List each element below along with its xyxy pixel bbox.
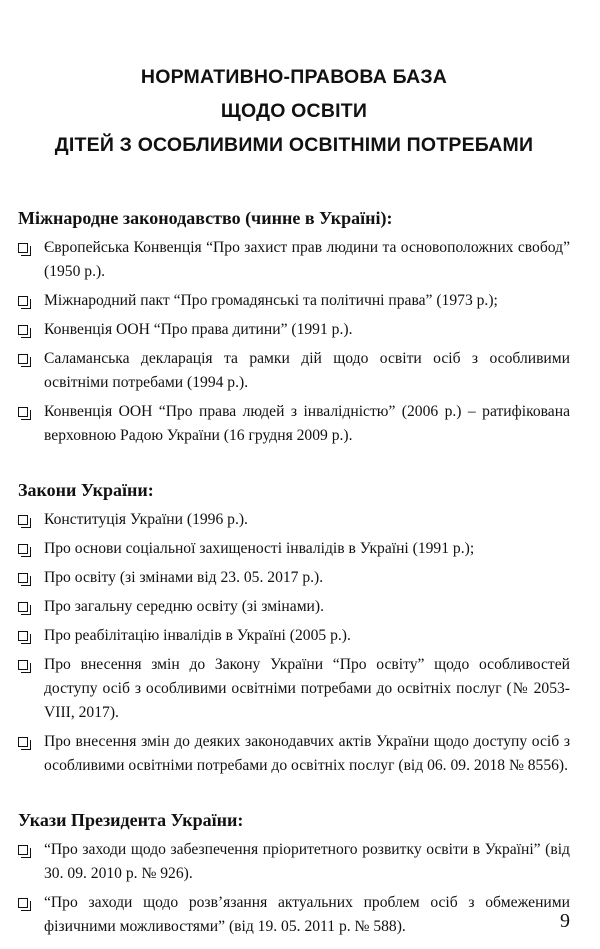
checkbox-bullet-icon [18, 515, 28, 525]
list-item [18, 566, 570, 590]
checkbox-bullet-icon [18, 573, 28, 583]
item-text: Європейська Конвенція “Про захист прав людини та основоположних свобод” (1950 р.). [44, 239, 570, 280]
list-item [18, 347, 570, 395]
item-text: “Про заходи щодо забезпечення пріоритетного розвитку освіти в Україні” (від 30. 09. 2010 р. № 926). [44, 841, 570, 882]
checkbox-bullet-icon [18, 544, 28, 554]
page-number: 9 [560, 910, 570, 932]
item-text: Про внесення змін до деяких законодавчих актів України щодо доступу осіб з особливими освітніми потребами до освітніх послуг (від 06. 09. 2018 № 8556). [44, 733, 570, 774]
item-text: Про реабілітацію інвалідів в Україні (2005 р.). [44, 627, 351, 644]
checkbox-bullet-icon [18, 354, 28, 364]
checkbox-bullet-icon [18, 325, 28, 335]
list-item [18, 624, 570, 648]
checkbox-bullet-icon [18, 243, 28, 253]
list-item [18, 318, 570, 342]
list-item [18, 537, 570, 561]
item-list [18, 508, 570, 778]
section-laws-of-ukraine [18, 478, 570, 778]
item-text: “Про заходи щодо розв’язання актуальних проблем осіб з обмеженими фізичними можливостями” (від 19. 05. 2011 р. № 588). [44, 894, 570, 935]
checkbox-bullet-icon [18, 631, 28, 641]
item-text: Конституція України (1996 р.). [44, 511, 248, 528]
list-item [18, 838, 570, 886]
page-title [18, 60, 570, 162]
section-heading: Міжнародне законодавство (чинне в Україні): [18, 208, 393, 228]
item-list [18, 838, 570, 939]
item-text: Про основи соціальної захищеності інвалідів в Україні (1991 р.); [44, 540, 475, 557]
checkbox-bullet-icon [18, 737, 28, 747]
list-item [18, 236, 570, 284]
list-item [18, 891, 570, 939]
item-list [18, 236, 570, 448]
item-text: Міжнародний пакт “Про громадянські та політичні права” (1973 р.); [44, 292, 498, 309]
item-text: Саламанська декларація та рамки дій щодо освіти осіб з особливими освітніми потребами (1994 р.). [44, 350, 570, 391]
list-item [18, 289, 570, 313]
checkbox-bullet-icon [18, 407, 28, 417]
section-international-law [18, 206, 570, 448]
list-item [18, 653, 570, 725]
list-item [18, 508, 570, 532]
checkbox-bullet-icon [18, 845, 28, 855]
section-heading: Укази Президента України: [18, 810, 244, 830]
item-text: Про внесення змін до Закону України “Про освіту” щодо особливостей доступу осіб з особливими освітніми потребами до освітніх послуг (№ 2053-VIII, 2017). [44, 656, 570, 721]
list-item [18, 400, 570, 448]
item-text: Про освіту (зі змінами від 23. 05. 2017 р.). [44, 569, 324, 586]
item-text: Конвенція ООН “Про права людей з інвалідністю” (2006 р.) – ратифікована верховною Радою України (16 грудня 2009 р.). [44, 403, 570, 444]
checkbox-bullet-icon [18, 898, 28, 908]
section-presidential-decrees [18, 808, 570, 939]
checkbox-bullet-icon [18, 602, 28, 612]
item-text: Про загальну середню освіту (зі змінами). [44, 598, 324, 615]
checkbox-bullet-icon [18, 660, 28, 670]
list-item [18, 730, 570, 778]
section-heading: Закони України: [18, 480, 154, 500]
title-line-2: ЩОДО ОСВІТИ [220, 100, 368, 122]
item-text: Конвенція ООН “Про права дитини” (1991 р.). [44, 321, 353, 338]
checkbox-bullet-icon [18, 296, 28, 306]
list-item [18, 595, 570, 619]
title-line-3: ДІТЕЙ З ОСОБЛИВИМИ ОСВІТНІМИ ПОТРЕБАМИ [54, 134, 534, 156]
title-line-1: НОРМАТИВНО-ПРАВОВА БАЗА [140, 66, 448, 88]
